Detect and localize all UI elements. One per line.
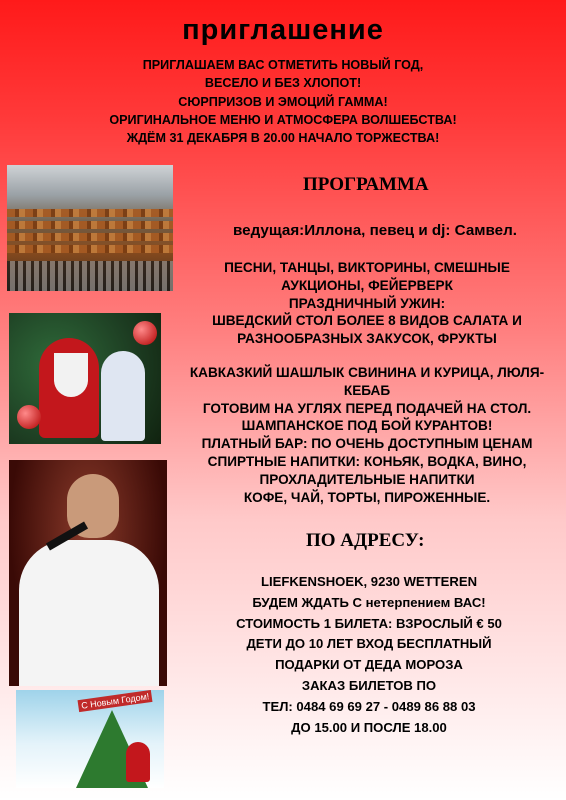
program-line: ГОТОВИМ НА УГЛЯХ ПЕРЕД ПОДАЧЕЙ НА СТОЛ.: [202, 400, 532, 416]
address-block: [205, 572, 533, 738]
program-line: ШАМПАНСКОЕ ПОД БОЙ КУРАНТОВ!: [241, 418, 493, 434]
program-line: СПИРТНЫЕ НАПИТКИ: КОНЬЯК, ВОДКА, ВИНО,: [207, 453, 527, 469]
address-heading: ПО АДРЕСУ:: [306, 530, 425, 551]
host-line: ведущая:Иллона, певец и dj: Самвел.: [233, 222, 517, 239]
address-line: ДЕТИ ДО 10 ЛЕТ ВХОД БЕСПЛАТНЫЙ: [246, 636, 492, 652]
intro-line: ВЕСЕЛО И БЕЗ ХЛОПОТ!: [204, 76, 362, 91]
address-line: LIEFKENSHOEK, 9230 WETTEREN: [260, 574, 478, 589]
program-line: ПЛАТНЫЙ БАР: ПО ОЧЕНЬ ДОСТУПНЫМ ЦЕНАМ: [201, 436, 533, 452]
program-line: КЕБАБ: [343, 382, 391, 398]
program-heading: ПРОГРАММА: [303, 174, 429, 195]
program-text: [168, 259, 566, 506]
intro-line: ПРИГЛАШАЕМ ВАС ОТМЕТИТЬ НОВЫЙ ГОД,: [142, 58, 424, 72]
intro-text: [40, 56, 526, 147]
invitation-title: приглашение: [182, 14, 384, 46]
program-line: РАЗНООБРАЗНЫХ ЗАКУСОК, ФРУКТЫ: [237, 331, 497, 347]
program-line: ПЕСНИ, ТАНЦЫ, ВИКТОРИНЫ, СМЕШНЫЕ: [224, 260, 510, 275]
hours-line: ДО 15.00 И ПОСЛЕ 18.00: [291, 719, 447, 735]
address-line: СТОИМОСТЬ 1 БИЛЕТА: ВЗРОСЛЫЙ € 50: [236, 615, 502, 631]
intro-line: СЮРПРИЗОВ И ЭМОЦИЙ ГАММА!: [178, 94, 388, 109]
program-line: КОФЕ, ЧАЙ, ТОРТЫ, ПИРОЖЕННЫЕ.: [243, 489, 491, 505]
address-line: ПОДАРКИ ОТ ДЕДА МОРОЗА: [275, 657, 463, 673]
singer-photo: [9, 460, 167, 686]
cartoon-banner: С Новым Годом!: [78, 690, 153, 712]
program-line: ПРОХЛАДИТЕЛЬНЫЕ НАПИТКИ: [259, 471, 475, 487]
program-line: АУКЦИОНЫ, ФЕЙЕРВЕРК: [281, 277, 453, 293]
address-line: БУДЕМ ЖДАТЬ С нетерпением ВАС!: [252, 594, 486, 610]
santa-photo: [9, 313, 161, 444]
intro-line: ОРИГИНАЛЬНОЕ МЕНЮ И АТМОСФЕРА ВОЛШЕБСТВА!: [109, 112, 457, 127]
program-line: ШВЕДСКИЙ СТОЛ БОЛЕЕ 8 ВИДОВ САЛАТА И: [212, 313, 522, 329]
cartoon-image: [16, 690, 164, 788]
program-line: ПРАЗДНИЧНЫЙ УЖИН:: [288, 295, 446, 311]
grill-photo: [7, 165, 173, 291]
program-line: КАВКАЗКИЙ ШАШЛЫК СВИНИНА И КУРИЦА, ЛЮЛЯ-: [189, 364, 545, 380]
phone-line: ТЕЛ: 0484 69 69 27 - 0489 86 88 03: [262, 698, 476, 714]
address-line: ЗАКАЗ БИЛЕТОВ ПО: [301, 677, 437, 693]
intro-line: ЖДЁМ 31 ДЕКАБРЯ В 20.00 НАЧАЛО ТОРЖЕСТВА!: [126, 131, 440, 146]
